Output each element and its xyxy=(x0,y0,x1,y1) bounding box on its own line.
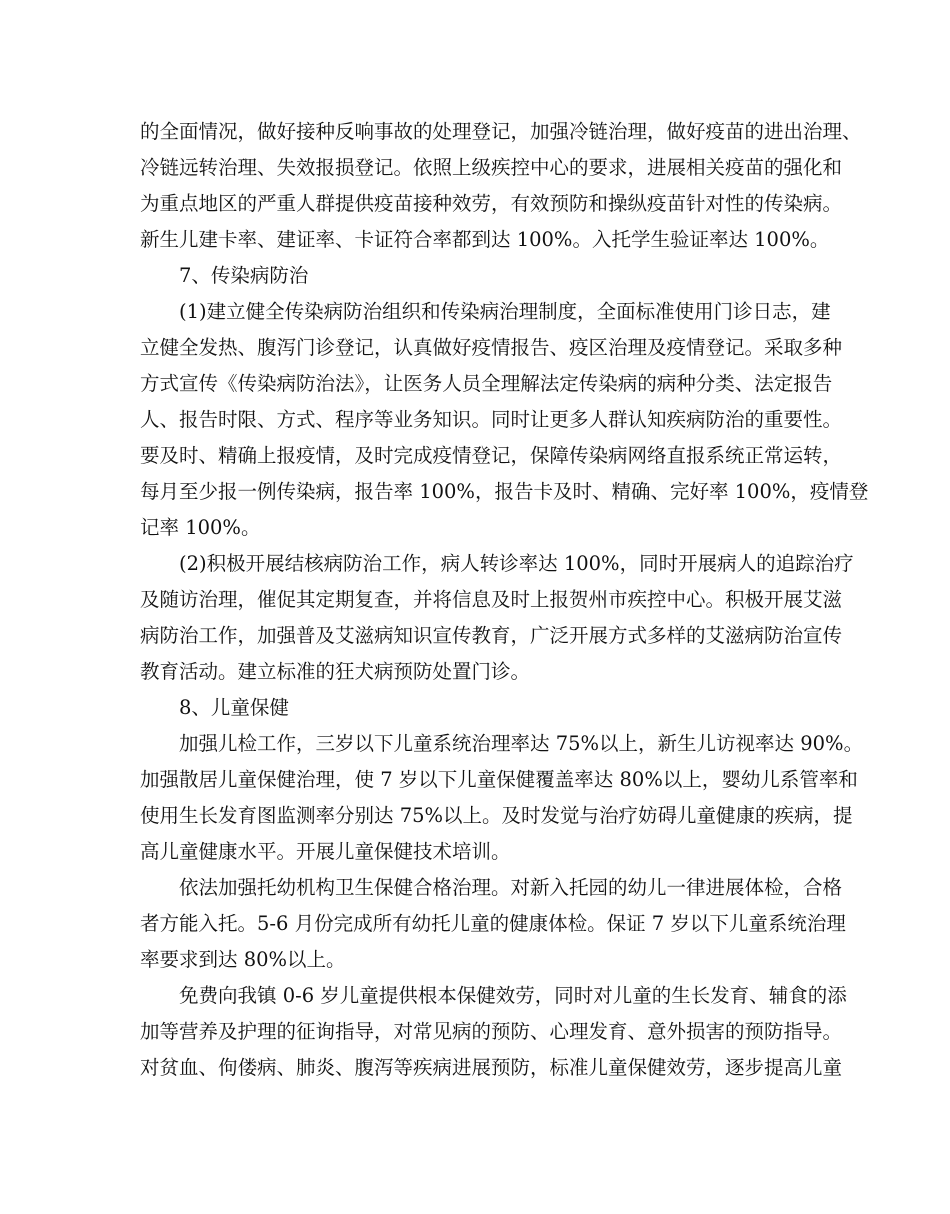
text-line: 冷链远转治理、失效报损登记。依照上级疾控中心的要求，进展相关疫苗的强化和 xyxy=(140,156,843,179)
section-heading-7: 7、传染病防治 xyxy=(179,264,309,287)
document-body xyxy=(140,114,869,1086)
text-line: 记率 100%。 xyxy=(140,516,261,539)
text-line: 加强散居儿童保健治理，使 7 岁以下儿童保健覆盖率达 80%以上，婴幼儿系管率和 xyxy=(140,768,858,791)
text-line: 人、报告时限、方式、程序等业务知识。同时让更多人群认知疾病防治的重要性。 xyxy=(140,408,843,431)
section-heading-8: 8、儿童保健 xyxy=(179,696,289,719)
text-line: 加等营养及护理的征询指导，对常见病的预防、心理发育、意外损害的预防指导。 xyxy=(140,1020,843,1043)
text-line: 每月至少报一例传染病，报告率 100%，报告卡及时、精确、完好率 100%，疫情登 xyxy=(140,480,869,503)
text-line: 者方能入托。5-6 月份完成所有幼托儿童的健康体检。保证 7 岁以下儿童系统治理 xyxy=(140,912,846,935)
text-line: (2)积极开展结核病防治工作，病人转诊率达 100%，同时开展病人的追踪治疗 xyxy=(179,552,854,575)
text-line: 为重点地区的严重人群提供疫苗接种效劳，有效预防和操纵疫苗针对性的传染病。 xyxy=(140,192,843,215)
text-line: 方式宣传《传染病防治法》，让医务人员全理解法定传染病的病种分类、法定报告 xyxy=(140,372,833,395)
text-line: 加强儿检工作，三岁以下儿童系统治理率达 75%以上，新生儿访视率达 90%。 xyxy=(179,732,864,755)
text-line: 使用生长发育图监测率分别达 75%以上。及时发觉与治疗妨碍儿童健康的疾病，提 xyxy=(140,804,853,827)
text-line: 对贫血、佝偻病、肺炎、腹泻等疾病进展预防，标准儿童保健效劳，逐步提高儿童 xyxy=(140,1056,843,1079)
text-line: 要及时、精确上报疫情，及时完成疫情登记，保障传染病网络直报系统正常运转， xyxy=(140,444,843,467)
text-line: 高儿童健康水平。开展儿童保健技术培训。 xyxy=(140,840,511,863)
text-line: 立健全发热、腹泻门诊登记，认真做好疫情报告、疫区治理及疫情登记。采取多种 xyxy=(140,336,843,359)
text-line: 教育活动。建立标准的狂犬病预防处置门诊。 xyxy=(140,660,531,683)
text-line: 病防治工作，加强普及艾滋病知识宣传教育，广泛开展方式多样的艾滋病防治宣传 xyxy=(140,624,843,647)
text-line: 依法加强托幼机构卫生保健合格治理。对新入托园的幼儿一律进展体检，合格 xyxy=(179,876,843,899)
text-line: 新生儿建卡率、建证率、卡证符合率都到达 100%。入托学生验证率达 100%。 xyxy=(140,228,830,251)
text-line: (1)建立健全传染病防治组织和传染病治理制度，全面标准使用门诊日志，建 xyxy=(179,300,831,323)
text-line: 的全面情况，做好接种反响事故的处理登记，加强冷链治理，做好疫苗的进出治理、 xyxy=(140,120,862,143)
text-line: 及随访治理，催促其定期复查，并将信息及时上报贺州市疾控中心。积极开展艾滋 xyxy=(140,588,843,611)
text-line: 率要求到达 80%以上。 xyxy=(140,948,346,971)
text-line: 免费向我镇 0-6 岁儿童提供根本保健效劳，同时对儿童的生长发育、辅食的添 xyxy=(179,984,847,1007)
